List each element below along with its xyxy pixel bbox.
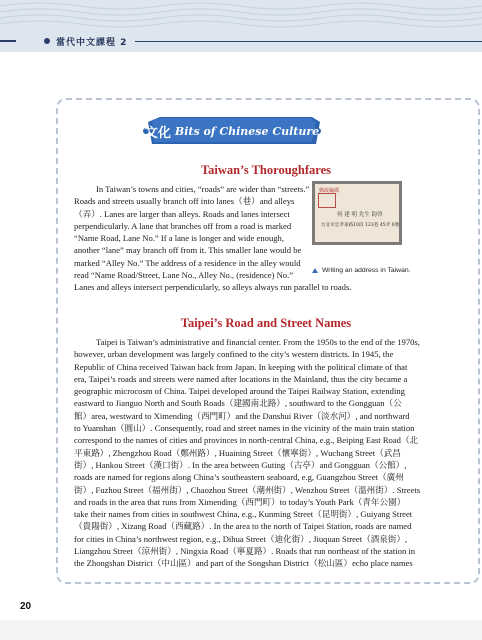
postcode-label: 郵政編碼: [319, 188, 340, 194]
text-line: “Name Road, Lane No.” If a lane is longer and wide enough,: [74, 233, 284, 244]
caption-triangle-icon: [312, 268, 318, 273]
text-line: another “lane” may branch off from it. This smaller lane would be: [74, 245, 302, 256]
header-band: [0, 0, 482, 62]
book-title: 當代中文課程 2: [56, 37, 128, 48]
text-line: Lanes and alleys intersect perpendicularly, so alleys always run parallel to roads.: [74, 282, 352, 293]
title-bullet: [44, 38, 50, 44]
text-line: take their names from cities in southwest China, e.g., Kunming Street（昆明街）, Guiyang Street: [74, 509, 413, 520]
section-heading-thoroughfares: Taiwan’s Thoroughfares: [200, 163, 332, 177]
street-names-paragraph: [74, 336, 469, 570]
text-line: Republic of China received Taiwan back from Japan. In keeping with the political climate of that: [74, 361, 408, 372]
text-line: （貴陽街）, Xizang Road（西藏路）. In the area to the north of Taipei Station, roads are named: [74, 521, 412, 532]
text-line: eastward to Jianguo North and South Roads（建國南北路）, southward to the Gongguan（公: [74, 398, 402, 409]
text-line: correspond to the names of cities and provinces in north-central China, e.g., Beiping East Road（北: [74, 435, 419, 446]
text-line: for cities in China’s northwest region, e.g., Dihua Street（迪化街）, Jiuquan Street（酒泉街）,: [74, 533, 408, 544]
title-rule-right: [135, 41, 482, 42]
footer-band: [0, 620, 482, 640]
text-line: the Zhongshan District（中山區）and part of the Songshan District（松山區）echo place names: [74, 558, 413, 569]
page-number: 20: [20, 601, 32, 612]
banner-text: [142, 116, 322, 146]
text-line: Liangzhou Street（涼州街）, Ningxia Road（寧夏路）. Roads that run northeast of the station in: [74, 546, 416, 557]
title-rule-left: [0, 40, 16, 42]
text-line: and roads in the area that runs from Ximending（西門町）to today’s Youth Park（青年公園）: [74, 496, 406, 507]
handwritten-address: 台北市忠孝東路10段 123巷 45弄 6號: [321, 223, 400, 228]
text-line: to Yuanshan（圓山）. Consequently, road and street names in the vicinity of the main train station: [74, 423, 415, 434]
culture-banner: [142, 116, 322, 146]
text-line: geographic microcosm of China. Taipei developed around the Taipei Railway Station, extending: [74, 386, 405, 397]
caption-text: Writing an address in Taiwan.: [322, 267, 411, 274]
text-line: era, Taipei’s roads and streets were named after locations in the Mainland, thus the city became a: [74, 373, 408, 384]
text-line: 街）, Hankou Street（漢口街）. In the area between Guting（古亭）and Gongguan（公館）,: [74, 459, 407, 470]
handwritten-recipient: 何 建 明 先生 鈞啓: [337, 212, 383, 218]
text-line: Taipei is Taiwan’s administrative and financial center. From the 1950s to the end of the 1970s,: [96, 337, 420, 347]
envelope: [315, 184, 399, 242]
envelope-photo: [312, 181, 402, 245]
banner-english: Bits of Chinese Culture: [174, 124, 320, 138]
photo-caption: [312, 267, 411, 274]
stamp-box: [318, 193, 336, 208]
text-line: （弄）. Lanes are larger than alleys. Roads and lanes intersect: [74, 208, 290, 219]
book-title-bar: [0, 30, 482, 52]
text-line: read “Name Road/Street, Lane No., Alley No., (residence) No.”: [74, 270, 294, 281]
banner-chinese: 文化: [144, 125, 171, 141]
text-line: 館）area, westward to Ximending（西門町）and the Danshui River（淡水河）, and northward: [74, 410, 410, 421]
text-line: 街）, Fuzhou Street（福州街）, Chaozhou Street（潮州街）, Wenzhou Street（溫州街）. Streets: [74, 484, 421, 495]
text-line: Roads and streets usually branch off into lanes（巷）and alleys: [74, 196, 295, 207]
section-heading-street-names: Taipei’s Road and Street Names: [180, 316, 352, 330]
text-line: 平東路）, Zhengzhou Road（鄭州路）, Huaining Street（懷寧街）, Wuchang Street（武昌: [74, 447, 401, 458]
text-line: roads are named for regions along China’s southeastern seaboard, e.g, Guangzhou Street（廣州: [74, 472, 404, 483]
text-line: perpendicularly. A lane that branches off from a road is marked: [74, 220, 292, 231]
text-line: however, urban development was largely confined to the city’s western districts. In 1945, the: [74, 349, 394, 360]
text-line: In Taiwan’s towns and cities, “roads” are wider than “streets.”: [96, 184, 310, 194]
text-line: marked “Alley No.” The address of a residence in the alley would: [74, 257, 301, 268]
